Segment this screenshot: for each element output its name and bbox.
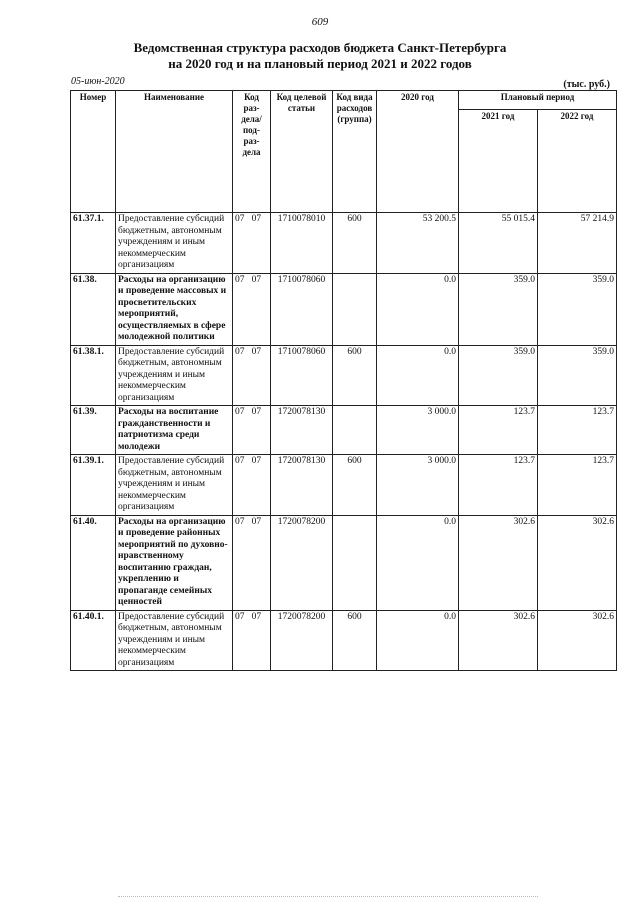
row-section-code: 07 07 [233,455,271,516]
row-target-code: 1720078200 [271,610,333,671]
row-section-code: 07 07 [233,273,271,345]
row-value-2021: 302.6 [459,515,538,610]
row-target-code: 1720078130 [271,455,333,516]
row-name: Предоставление субсидий бюджетным, автономным учреждениям и иным некоммерческим организациям [116,345,233,406]
header-expense-group: Код вида расходов (группа) [333,91,377,213]
row-name: Расходы на воспитание гражданственности и патриотизма среди молодежи [116,406,233,455]
row-value-2021: 359.0 [459,345,538,406]
row-target-code: 1720078200 [271,515,333,610]
row-section-code: 07 07 [233,515,271,610]
unit-label: (тыс. руб.) [563,79,610,90]
row-expense-group: 600 [333,345,377,406]
row-expense-group [333,406,377,455]
table-row [71,515,617,610]
table-row [71,406,617,455]
row-value-2020: 53 200.5 [377,213,459,274]
row-name: Предоставление субсидий бюджетным, автономным учреждениям и иным некоммерческим организациям [116,455,233,516]
row-value-2021: 55 015.4 [459,213,538,274]
row-value-2020: 0.0 [377,273,459,345]
row-expense-group: 600 [333,455,377,516]
table-header [71,91,617,213]
row-target-code: 1710078010 [271,213,333,274]
header-planned-period: Плановый период [459,91,617,110]
row-section-code: 07 07 [233,610,271,671]
row-name: Расходы на организацию и проведение районных мероприятий по духовно-нравственному воспитанию граждан, укреплению и пропаганде семейных ценностей [116,515,233,610]
page-number: 609 [311,16,329,28]
header-2020: 2020 год [377,91,459,213]
title-line-1: Ведомственная структура расходов бюджета Санкт-Петербурга [133,40,507,55]
row-name: Предоставление субсидий бюджетным, автономным учреждениям и иным некоммерческим организациям [116,213,233,274]
row-value-2022: 302.6 [538,610,617,671]
row-section-code: 07 07 [233,406,271,455]
row-section-code: 07 07 [233,213,271,274]
row-section-code: 07 07 [233,345,271,406]
row-expense-group [333,515,377,610]
table-row [71,213,617,274]
row-target-code: 1710078060 [271,273,333,345]
budget-table [70,90,617,671]
table-row [71,345,617,406]
row-number: 61.38.1. [71,345,116,406]
row-number: 61.40. [71,515,116,610]
row-number: 61.38. [71,273,116,345]
document-title [0,40,640,72]
header-name: Наименование [116,91,233,213]
row-name: Расходы на организацию и проведение массовых и просветительских мероприятий, осуществляемых в сфере молодежной политики [116,273,233,345]
row-value-2022: 123.7 [538,455,617,516]
row-value-2022: 302.6 [538,515,617,610]
title-line-2: на 2020 год и на плановый период 2021 и 2022 годов [168,56,472,71]
table-row [71,610,617,671]
row-number: 61.39.1. [71,455,116,516]
row-number: 61.39. [71,406,116,455]
row-expense-group: 600 [333,213,377,274]
header-section-code: Код раз- дела/ под- раз- дела [233,91,271,213]
row-value-2021: 123.7 [459,455,538,516]
row-value-2022: 123.7 [538,406,617,455]
row-number: 61.40.1. [71,610,116,671]
row-value-2020: 3 000.0 [377,406,459,455]
table-row [71,273,617,345]
scan-edge [118,896,538,899]
row-value-2020: 3 000.0 [377,455,459,516]
row-target-code: 1720078130 [271,406,333,455]
table-body [71,213,617,671]
header-number: Номер [71,91,116,213]
table-row [71,455,617,516]
row-value-2022: 359.0 [538,345,617,406]
row-value-2021: 359.0 [459,273,538,345]
header-2022: 2022 год [538,110,617,213]
row-expense-group: 600 [333,610,377,671]
header-target-code: Код целевой статьи [271,91,333,213]
row-value-2020: 0.0 [377,610,459,671]
row-value-2021: 302.6 [459,610,538,671]
row-value-2020: 0.0 [377,345,459,406]
row-expense-group [333,273,377,345]
row-number: 61.37.1. [71,213,116,274]
header-2021: 2021 год [459,110,538,213]
row-value-2022: 57 214.9 [538,213,617,274]
row-target-code: 1710078060 [271,345,333,406]
row-value-2020: 0.0 [377,515,459,610]
row-value-2022: 359.0 [538,273,617,345]
document-date: 05-июн-2020 [71,76,125,87]
row-name: Предоставление субсидий бюджетным, автономным учреждениям и иным некоммерческим организациям [116,610,233,671]
row-value-2021: 123.7 [459,406,538,455]
